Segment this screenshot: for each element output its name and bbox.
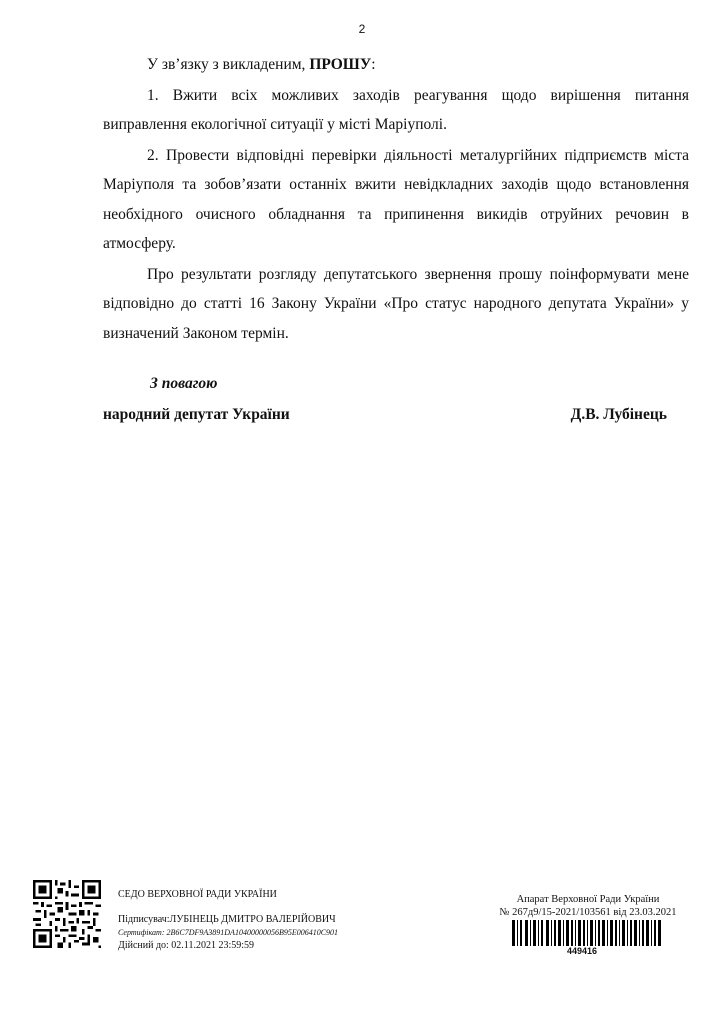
- registration-number: № 267д9/15-2021/103561 від 23.03.2021: [499, 907, 677, 918]
- apparatus-name: Апарат Верховної Ради України: [516, 894, 660, 905]
- letter-body: [103, 50, 689, 348]
- request-paragraph: [103, 50, 689, 80]
- signer-name: Д.В. Лубінець: [570, 406, 667, 423]
- barcode-number: 449416: [566, 946, 598, 956]
- response-paragraph: Про результати розгляду депутатського звернення прошу поінформувати мене відповідно до статті 16 Закону України «Про статус народного депутата України» у визначений Законом термін.: [103, 265, 689, 342]
- barcode-icon: [512, 920, 662, 946]
- request-item-1: 1. Вжити всіх можливих заходів реагування щодо вирішення питання виправлення екологічної ситуації у місті Маріуполі.: [103, 86, 689, 133]
- request-item-2: 2. Провести відповідні перевірки діяльності металургійних підприємств міста Маріуполя та зобов’язати останніх вжити невідкладних заходів щодо встановлення необхідного очисного обладнання та припинення викидів отруйних речовин в атмосферу.: [103, 146, 689, 252]
- signature-block: [118, 888, 338, 952]
- salutation: З повагою: [150, 375, 218, 392]
- signer-line: Підписувач:ЛУБІНЕЦЬ ДМИТРО ВАЛЕРІЙОВИЧ: [118, 914, 336, 925]
- registration-stamp: [488, 893, 688, 919]
- signer-position: народний депутат України: [103, 406, 290, 423]
- request-intro: У зв’язку з викладеним,: [147, 56, 310, 73]
- request-keyword: ПРОШУ: [309, 56, 372, 73]
- sedo-system: СЕДО ВЕРХОВНОЇ РАДИ УКРАЇНИ: [118, 889, 277, 900]
- valid-until-line: Дійсний до: 02.11.2021 23:59:59: [118, 940, 254, 951]
- request-colon: :: [371, 56, 376, 73]
- qr-code-icon: [33, 880, 101, 948]
- certificate-line: Сертифікат: 2B6C7DF9A3891DA10400000056B95E006410C901: [118, 928, 339, 937]
- page-number: 2: [358, 22, 366, 36]
